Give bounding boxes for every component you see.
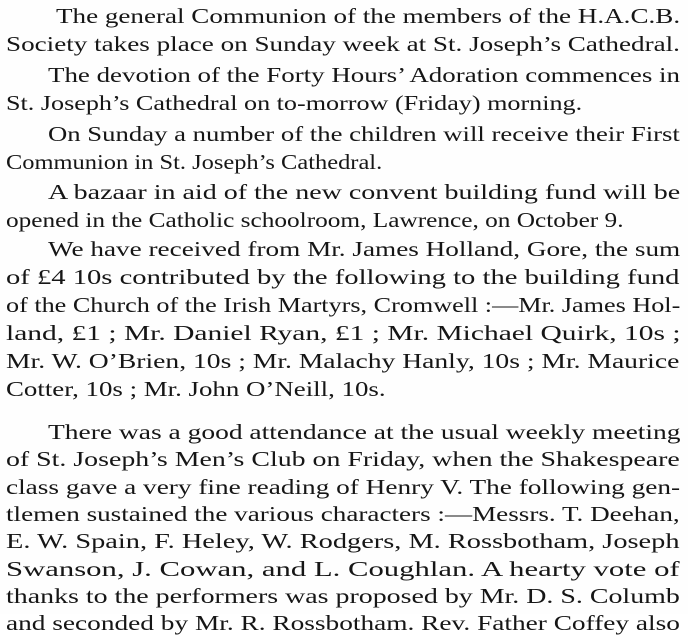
text-line: of the Church of the Irish Martyrs, Cromwell :—Mr. James Hol-: [6, 293, 681, 317]
text-line: On Sunday a number of the children will receive their First: [48, 122, 680, 146]
text-line: A bazaar in aid of the new convent building fund will be: [48, 180, 681, 204]
text-line: thanks to the performers was proposed by Mr. D. S. Columb: [6, 583, 680, 608]
text-line: land, £1 ; Mr. Daniel Ryan, £1 ; Mr. Michael Quirk, 10s ;: [6, 321, 681, 345]
text-line: Mr. W. O’Brien, 10s ; Mr. Malachy Hanly, 10s ; Mr. Maurice: [6, 349, 680, 373]
text-line: opened in the Catholic schoolroom, Lawrence, on October 9.: [6, 208, 624, 232]
text-line: class gave a very fine reading of Henry V. The following gen-: [6, 474, 681, 499]
text-line: The general Communion of the members of the H.A.C.B.: [56, 4, 681, 28]
text-line: The devotion of the Forty Hours’ Adoration commences in: [48, 63, 680, 87]
text-line: Society takes place on Sunday week at St. Joseph’s Cathedral.: [6, 32, 680, 56]
text-line: St. Joseph’s Cathedral on to-morrow (Friday) morning.: [6, 91, 583, 115]
text-line: We have received from Mr. James Holland, Gore, the sum: [48, 237, 681, 261]
text-line: E. W. Spain, F. Heley, W. Rodgers, M. Rossbotham, Joseph: [6, 529, 680, 554]
text-line: of £4 10s contributed by the following to the building fund: [6, 265, 680, 289]
text-line: There was a good attendance at the usual weekly meeting: [48, 420, 681, 444]
text-line: Communion in St. Joseph’s Cathedral.: [6, 150, 383, 174]
text-line: Swanson, J. Cowan, and L. Coughlan. A hearty vote of: [6, 556, 680, 581]
text-line: and seconded by Mr. R. Rossbotham. Rev. Father Coffey also: [6, 611, 680, 636]
text-line: Cotter, 10s ; Mr. John O’Neill, 10s.: [6, 377, 386, 401]
text-line: of St. Joseph’s Men’s Club on Friday, when the Shakespeare: [6, 447, 680, 472]
text-line: tlemen sustained the various characters :—Messrs. T. Deehan,: [6, 501, 680, 526]
